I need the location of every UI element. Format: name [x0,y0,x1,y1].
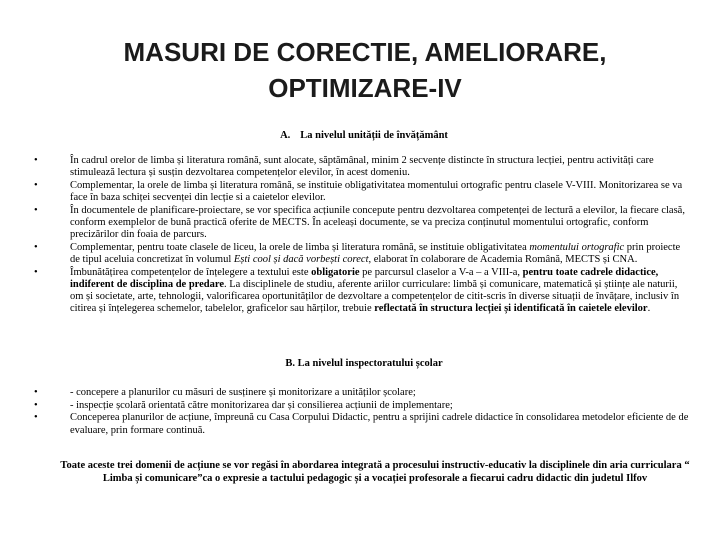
text-segment: pe parcursul claselor a V-a – a VIII-a, [359,266,523,278]
bullet-icon: • [34,387,38,398]
text-segment: Conceperea planurilor de acțiune, împreună cu Casa Corpului Didactic, pentru a sprijini cadrele didactice în consolidarea metodelor eficiente de de evaluare, prin formare continuă. [70,412,689,436]
slide-title: MASURI DE CORECTIE, AMELIORARE, OPTIMIZARE-IV [123,37,607,103]
section-a-list [0,155,728,316]
text-segment: prin proiecte de tipul aceluia concretizat în volumul [70,241,681,266]
list-item [0,267,690,316]
bullet-icon: • [34,412,38,424]
text-segment: pentru toate cadrele didactice, indiferent de disciplina de predare [70,266,659,291]
closing-statement: Toate aceste trei domenii de acțiune se vor regăsi în abordarea integrată a procesului instructiv-educativ la disciplinele din aria curriculara “ Limba și comunicare”ca o expresie a tactului pedagogic și a vocației profesorale a fiecarui cadru didactic din judetul Ilfov [60,460,690,484]
section-b-list [0,387,728,437]
bullet-icon: • [34,266,38,278]
text-segment: - inspecție școlară orientată către monitorizarea dar și consilierea acțiunii de implementare; [70,399,453,411]
text-segment: Îmbunătățirea competențelor de înțelegere a textului este [70,266,312,278]
text-segment: În cadrul orelor de limba și literatura română, sunt alocate, săptămânal, minim 2 secvențe distincte în structura lecției, pentru activități care stimulează lectura și susțin dezvoltarea competențelor elevilor, în acest domeniu. [70,155,654,179]
bullet-icon: • [34,399,38,411]
text-segment: momentului ortografic [529,241,625,253]
bullet-icon: • [34,241,38,253]
text-segment: - concepere a planurilor cu măsuri de susținere și monitorizare a unităților școlare; [70,387,416,398]
text-segment: . [647,303,651,315]
text-segment: Ești cool și dacă vorbești corect [233,254,369,266]
bullet-icon: • [34,204,38,216]
text-segment: , elaborat în colaborare de Academia Română, MECTS și CNA. [368,254,638,266]
list-item [0,155,690,179]
text-segment: reflectată în structura lecției și identificată în caietele elevilor [374,303,648,315]
list-item [0,242,690,266]
list-item [0,387,690,399]
list-item [0,412,690,436]
list-item [0,205,690,242]
section-a-heading [0,130,728,141]
text-segment: obligatorie [311,266,360,278]
bullet-icon: • [34,155,38,166]
text-segment: . La disciplinele de studiu, aferente ariilor curriculare: limbă și comunicare, matematică și științe ale naturii, om și societate, arte, tehnologii, valorificarea oportunităților de dezvoltare a competențelor de citit-scris în diverse situații de învățare, inclusiv în citirea și înțelegerea schemelor, tabelelor, graficelor sau hărților, trebuie [70,279,680,315]
section-a-heading-text: La nivelul unității de învățământ [300,130,448,141]
section-a-number: A. [280,130,291,141]
section-b-heading: B. La nivelul inspectoratului școlar [285,358,443,369]
list-item [0,180,690,204]
text-segment: Complementar, pentru toate clasele de liceu, la orele de limba și literatura română, se instituie obligativitatea [70,241,530,253]
text-segment: În documentele de planificare-proiectare, se vor specifica acțiunile concepute pentru dezvoltarea competenței de lectură a elevilor, la fiecare clasă, conform exemplelor de bună practică oferite de MECTS. În aceleași documente, se va preciza conținutul momentului ortografic, conform precizărilor din foaia de parcurs. [70,204,685,241]
bullet-icon: • [34,179,38,191]
list-item [0,400,690,412]
text-segment: Complementar, la orele de limba și literatura română, se instituie obligativitatea momentului ortografic pentru clasele V-VIII. Monitorizarea se va face în baza schiței secvenței din lecție si a caietelor elevilor. [70,179,683,204]
